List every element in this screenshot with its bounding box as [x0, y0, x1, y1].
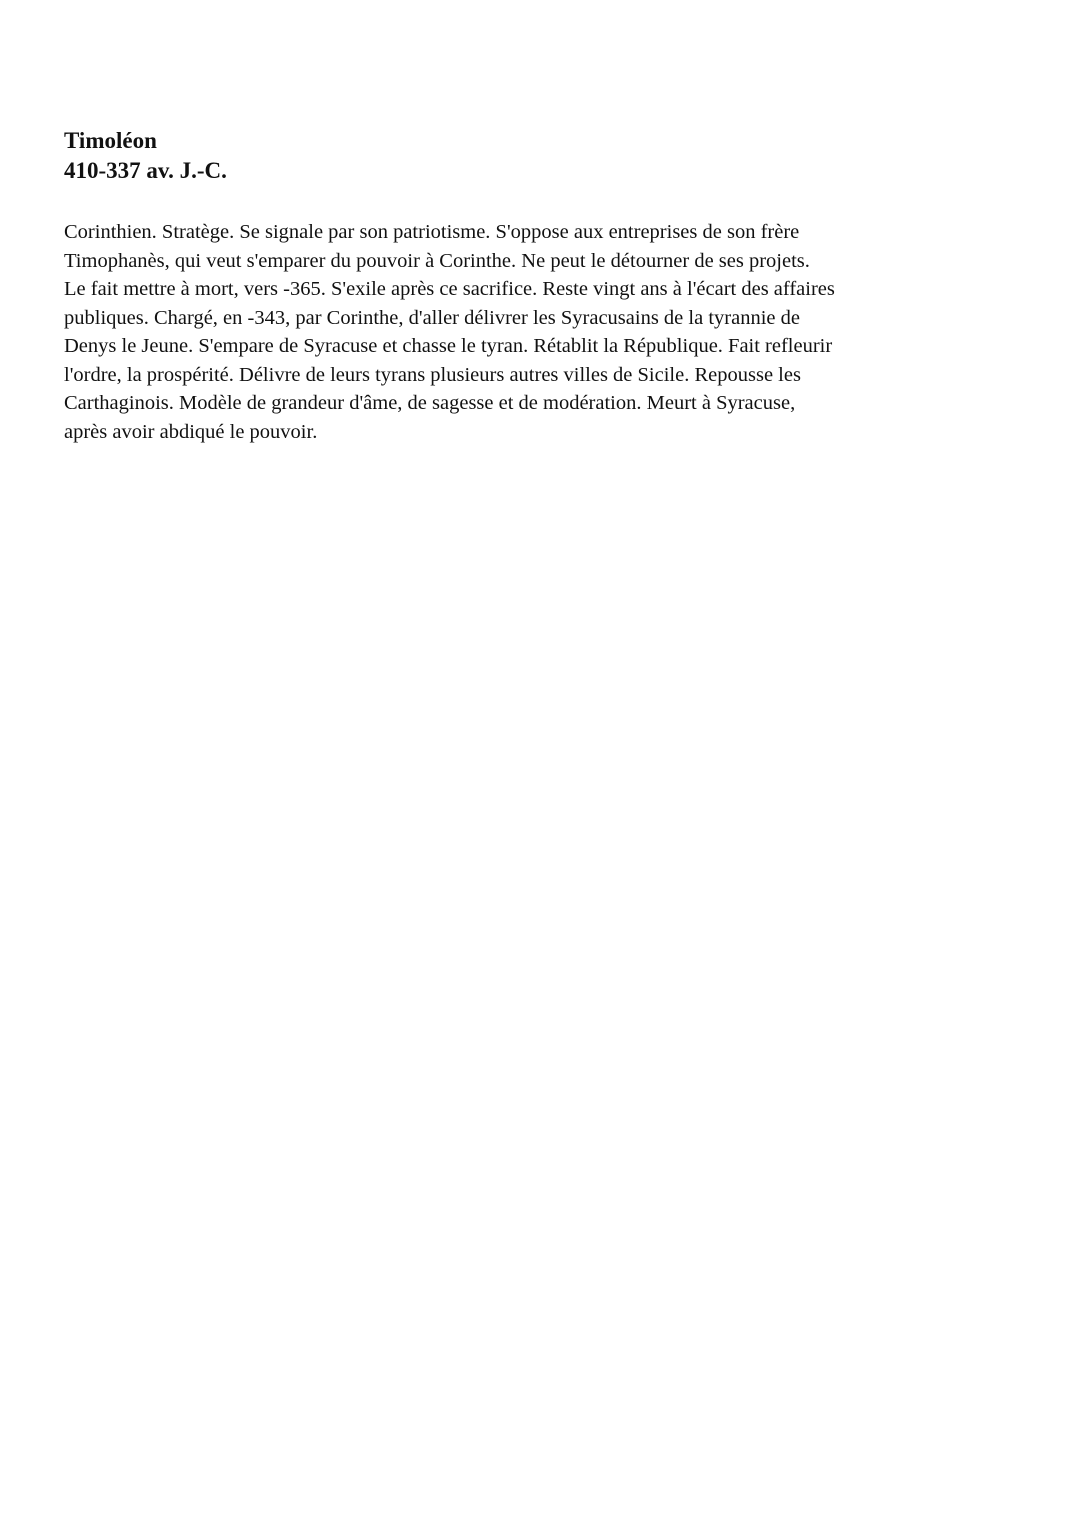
- body-line: après avoir abdiqué le pouvoir.: [64, 420, 318, 443]
- document-dates: 410-337 av. J.-C.: [64, 158, 227, 183]
- body-line: Le fait mettre à mort, vers -365. S'exile après ce sacrifice. Reste vingt ans à l'écart des affaires: [64, 278, 835, 300]
- body-line: Corinthien. Stratège. Se signale par son patriotisme. S'oppose aux entreprises de son frère: [64, 221, 800, 243]
- document-title: Timoléon: [64, 128, 157, 153]
- body-line: l'ordre, la prospérité. Délivre de leurs tyrans plusieurs autres villes de Sicile. Repousse les: [64, 363, 801, 386]
- body-line: publiques. Chargé, en -343, par Corinthe, d'aller délivrer les Syracusains de la tyrannie de: [64, 306, 800, 329]
- body-line: Timophanès, qui veut s'emparer du pouvoir à Corinthe. Ne peut le détourner de ses projets.: [64, 249, 810, 272]
- document-header: [64, 126, 1004, 186]
- body-paragraph: [64, 218, 1014, 446]
- body-line: Denys le Jeune. S'empare de Syracuse et chasse le tyran. Rétablit la République. Fait refleurir: [64, 335, 833, 357]
- body-line: Carthaginois. Modèle de grandeur d'âme, de sagesse et de modération. Meurt à Syracuse,: [64, 392, 796, 414]
